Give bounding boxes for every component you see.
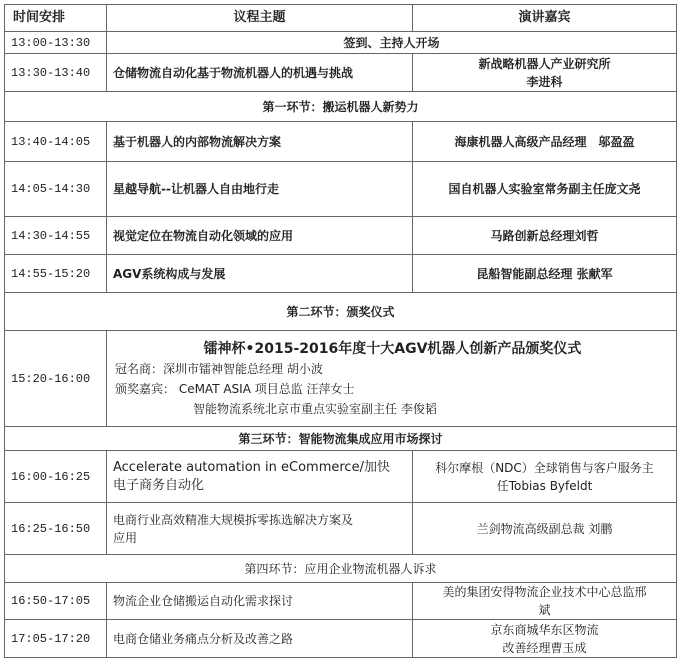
speaker-cell [413, 54, 677, 92]
time-cell: 16:50-17:05 [5, 583, 107, 620]
award-title: 镭神杯•2015-2016年度十大AGV机器人创新产品颁奖仪式 [203, 340, 582, 357]
speaker-line: 任Tobias Byfeldt [496, 478, 593, 493]
topic-cell [107, 451, 413, 503]
time-cell: 13:30-13:40 [5, 54, 107, 92]
agenda-row [5, 255, 677, 293]
session-content: 签到、主持人开场 [107, 32, 677, 54]
topic-cell: 星越导航--让机器人自由地行走 [107, 162, 413, 217]
speaker-line: 新战略机器人产业研究所 [478, 56, 611, 71]
award-presenter: 颁奖嘉宾： CeMAT ASIA 项目总监 汪萍女士 [115, 381, 355, 396]
topic-cell: 仓储物流自动化基于物流机器人的机遇与挑战 [107, 54, 413, 92]
agenda-row [5, 583, 677, 620]
topic-cell: 电商仓储业务痛点分析及改善之路 [107, 620, 413, 658]
topic-line: 电商行业高效精准大规模拆零拣选解决方案及 [113, 512, 354, 527]
topic-line: Accelerate automation in eCommerce/加快 [113, 459, 390, 475]
topic-line: 应用 [113, 530, 138, 545]
agenda-row [5, 620, 677, 658]
section-row [5, 555, 677, 583]
speaker-line: 科尔摩根（NDC）全球销售与客户服务主 [435, 460, 654, 475]
award-cell [107, 331, 677, 427]
topic-cell [107, 503, 413, 555]
header-speaker: 演讲嘉宾 [413, 5, 677, 32]
topic-cell: AGV系统构成与发展 [107, 255, 413, 293]
agenda-row [5, 331, 677, 427]
section-row [5, 92, 677, 122]
topic-cell: 视觉定位在物流自动化领域的应用 [107, 217, 413, 255]
agenda-table [4, 4, 677, 658]
speaker-cell [413, 583, 677, 620]
section-row [5, 293, 677, 331]
agenda-row [5, 451, 677, 503]
time-cell: 15:20-16:00 [5, 331, 107, 427]
award-sponsor: 冠名商：深圳市镭神智能总经理 胡小波 [115, 361, 323, 376]
agenda-row [5, 32, 677, 54]
section-title: 第二环节：颁奖仪式 [5, 293, 677, 331]
speaker-cell [413, 451, 677, 503]
section-row [5, 427, 677, 451]
time-cell: 13:40-14:05 [5, 122, 107, 162]
header-topic: 议程主题 [107, 5, 413, 32]
speaker-line: 美的集团安得物流企业技术中心总监邢 [442, 585, 647, 599]
time-cell: 16:00-16:25 [5, 451, 107, 503]
header-row [5, 5, 677, 32]
time-cell: 13:00-13:30 [5, 32, 107, 54]
topic-cell: 基于机器人的内部物流解决方案 [107, 122, 413, 162]
time-cell: 14:05-14:30 [5, 162, 107, 217]
topic-cell: 物流企业仓储搬运自动化需求探讨 [107, 583, 413, 620]
award-presenter-2: 智能物流系统北京市重点实验室副主任 李俊韬 [193, 401, 437, 416]
speaker-line: 李进科 [526, 74, 563, 89]
agenda-row [5, 503, 677, 555]
section-title: 第四环节：应用企业物流机器人诉求 [5, 555, 677, 583]
speaker-line: 斌 [538, 603, 551, 617]
time-cell: 14:55-15:20 [5, 255, 107, 293]
speaker-cell: 海康机器人高级产品经理 邬盈盈 [413, 122, 677, 162]
speaker-cell [413, 620, 677, 658]
topic-line: 电子商务自动化 [113, 477, 205, 493]
agenda-row [5, 54, 677, 92]
speaker-cell: 马路创新总经理刘哲 [413, 217, 677, 255]
speaker-cell: 昆船智能副总经理 张献军 [413, 255, 677, 293]
time-cell: 16:25-16:50 [5, 503, 107, 555]
agenda-row [5, 122, 677, 162]
time-cell: 14:30-14:55 [5, 217, 107, 255]
header-time: 时间安排 [5, 5, 107, 32]
agenda-row [5, 162, 677, 217]
agenda-row [5, 217, 677, 255]
speaker-line: 改善经理曹玉成 [502, 640, 587, 655]
speaker-cell: 国自机器人实验室常务副主任庞文尧 [413, 162, 677, 217]
speaker-cell: 兰剑物流高级副总裁 刘鹏 [413, 503, 677, 555]
section-title: 第一环节：搬运机器人新势力 [5, 92, 677, 122]
speaker-line: 京东商城华东区物流 [490, 622, 599, 637]
time-cell: 17:05-17:20 [5, 620, 107, 658]
section-title: 第三环节：智能物流集成应用市场探讨 [5, 427, 677, 451]
